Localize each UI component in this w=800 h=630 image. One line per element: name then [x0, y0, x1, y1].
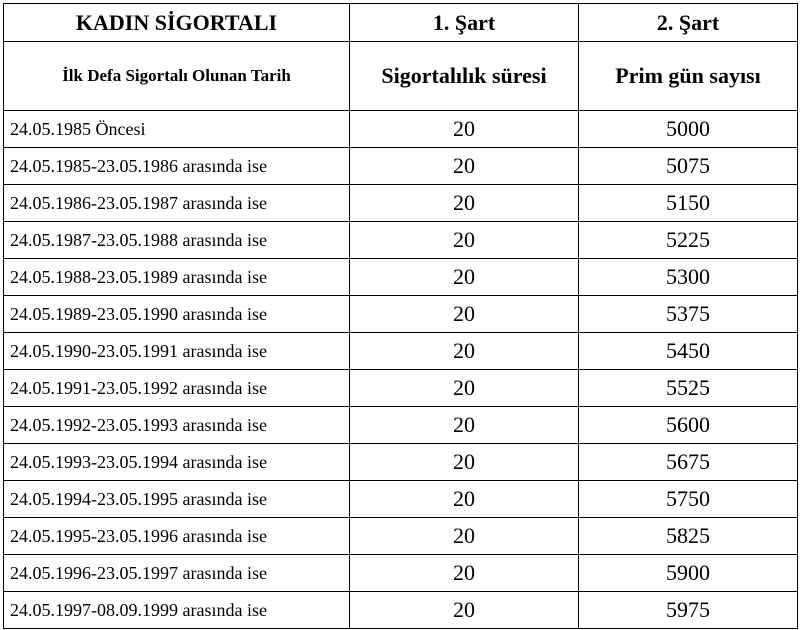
table-row	[4, 333, 798, 370]
premium-days-cell: 5825	[579, 518, 798, 555]
premium-days-cell: 5525	[579, 370, 798, 407]
subheader-first-insured-date: İlk Defa Sigortalı Olunan Tarih	[4, 42, 350, 111]
period-cell: 24.05.1995-23.05.1996 arasında ise	[4, 518, 350, 555]
insurance-years-cell: 20	[350, 296, 579, 333]
table-row	[4, 481, 798, 518]
premium-days-cell: 5000	[579, 111, 798, 148]
premium-days-cell: 5075	[579, 148, 798, 185]
premium-days-cell: 5375	[579, 296, 798, 333]
table-row	[4, 259, 798, 296]
insurance-years-cell: 20	[350, 407, 579, 444]
insurance-years-cell: 20	[350, 333, 579, 370]
period-cell: 24.05.1993-23.05.1994 arasında ise	[4, 444, 350, 481]
insurance-years-cell: 20	[350, 222, 579, 259]
table-row	[4, 555, 798, 592]
period-cell: 24.05.1985-23.05.1986 arasında ise	[4, 148, 350, 185]
insurance-years-cell: 20	[350, 111, 579, 148]
period-cell: 24.05.1987-23.05.1988 arasında ise	[4, 222, 350, 259]
subheader-premium-days: Prim gün sayısı	[579, 42, 798, 111]
premium-days-cell: 5450	[579, 333, 798, 370]
premium-days-cell: 5225	[579, 222, 798, 259]
insurance-years-cell: 20	[350, 555, 579, 592]
header-row	[4, 4, 798, 42]
header-condition-1: 1. Şart	[350, 4, 579, 42]
insurance-years-cell: 20	[350, 444, 579, 481]
insurance-years-cell: 20	[350, 481, 579, 518]
period-cell: 24.05.1991-23.05.1992 arasında ise	[4, 370, 350, 407]
period-cell: 24.05.1997-08.09.1999 arasında ise	[4, 592, 350, 629]
insurance-years-cell: 20	[350, 370, 579, 407]
header-condition-2: 2. Şart	[579, 4, 798, 42]
period-cell: 24.05.1994-23.05.1995 arasında ise	[4, 481, 350, 518]
insurance-years-cell: 20	[350, 592, 579, 629]
premium-days-cell: 5750	[579, 481, 798, 518]
table-row	[4, 148, 798, 185]
header-title: KADIN SİGORTALI	[4, 4, 350, 42]
premium-days-cell: 5900	[579, 555, 798, 592]
period-cell: 24.05.1989-23.05.1990 arasında ise	[4, 296, 350, 333]
insurance-years-cell: 20	[350, 185, 579, 222]
table-row	[4, 407, 798, 444]
table-row	[4, 592, 798, 629]
table-row	[4, 370, 798, 407]
table-body	[4, 4, 798, 629]
insurance-years-cell: 20	[350, 148, 579, 185]
insurance-years-cell: 20	[350, 259, 579, 296]
subheader-insurance-period: Sigortalılık süresi	[350, 42, 579, 111]
period-cell: 24.05.1986-23.05.1987 arasında ise	[4, 185, 350, 222]
period-cell: 24.05.1990-23.05.1991 arasında ise	[4, 333, 350, 370]
period-cell: 24.05.1985 Öncesi	[4, 111, 350, 148]
period-cell: 24.05.1996-23.05.1997 arasında ise	[4, 555, 350, 592]
premium-days-cell: 5300	[579, 259, 798, 296]
table-row	[4, 185, 798, 222]
insurance-years-cell: 20	[350, 518, 579, 555]
period-cell: 24.05.1988-23.05.1989 arasında ise	[4, 259, 350, 296]
premium-days-cell: 5975	[579, 592, 798, 629]
table-row	[4, 111, 798, 148]
table-row	[4, 518, 798, 555]
table-row	[4, 296, 798, 333]
period-cell: 24.05.1992-23.05.1993 arasında ise	[4, 407, 350, 444]
table-row	[4, 444, 798, 481]
subheader-row	[4, 42, 798, 111]
premium-days-cell: 5150	[579, 185, 798, 222]
table-row	[4, 222, 798, 259]
retirement-conditions-table	[3, 3, 798, 629]
premium-days-cell: 5600	[579, 407, 798, 444]
premium-days-cell: 5675	[579, 444, 798, 481]
